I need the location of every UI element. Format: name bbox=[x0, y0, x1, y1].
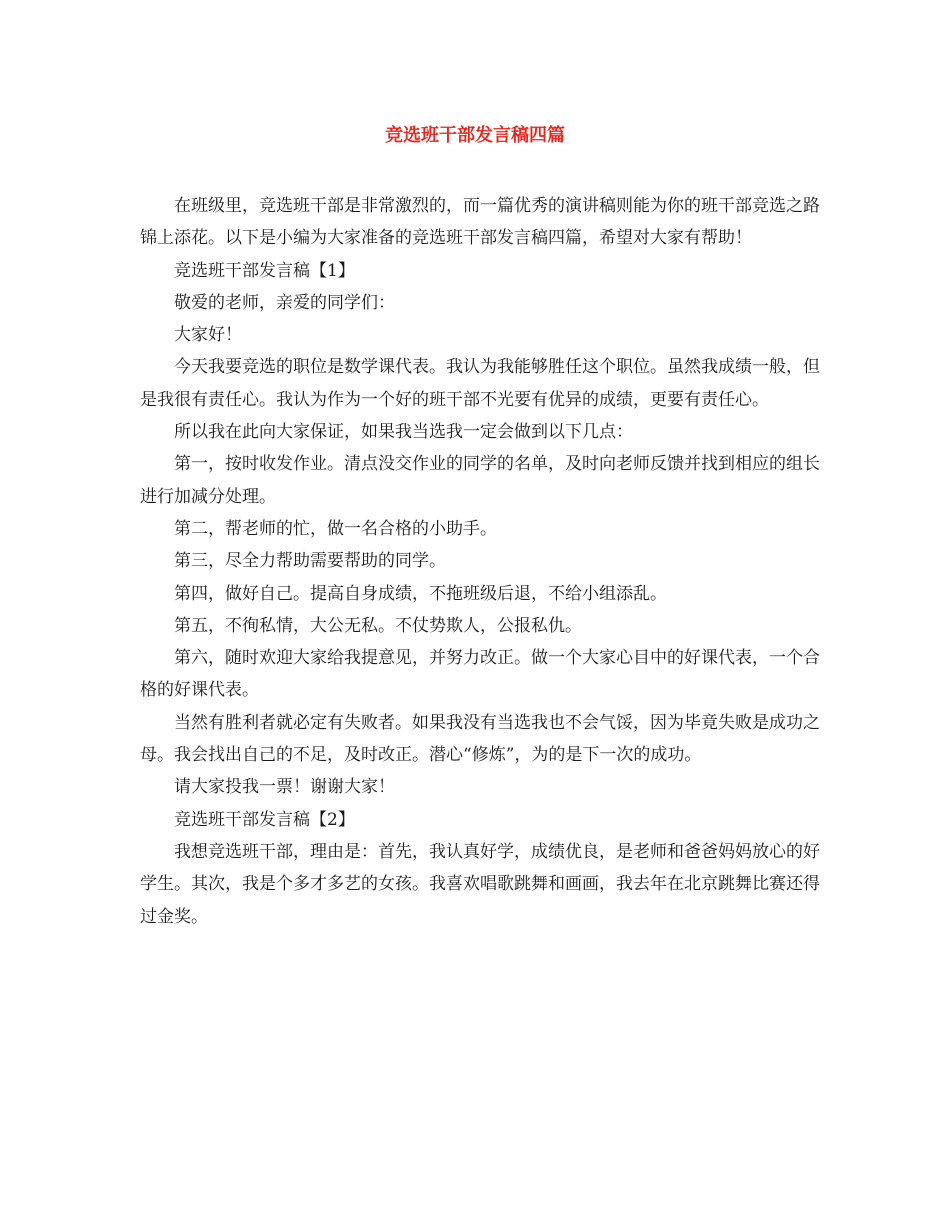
list-item-4: 第四，做好自己。提高自身成绩，不拖班级后退，不给小组添乱。 bbox=[174, 583, 667, 604]
section-heading-1: 竞选班干部发言稿【1】 bbox=[174, 260, 355, 281]
body-paragraph: 所以我在此向大家保证，如果我当选我一定会做到以下几点： bbox=[174, 422, 633, 443]
body-paragraph: 今天我要竞选的职位是数学课代表。我认为我能够胜任这个职位。虽然我成绩一般，但是我很有责任心。我认为作为一个好的班干部不光要有优异的成绩，更要有责任心。 bbox=[140, 357, 820, 410]
document-title: 竞选班干部发言稿四篇 bbox=[385, 125, 565, 146]
section-heading-2: 竞选班干部发言稿【2】 bbox=[174, 809, 355, 830]
list-item-6: 第六，随时欢迎大家给我提意见，并努力改正。做一个大家心目中的好课代表，一个合格的好课代表。 bbox=[140, 648, 820, 701]
list-item-3: 第三，尽全力帮助需要帮助的同学。 bbox=[174, 551, 446, 572]
body-paragraph: 我想竞选班干部，理由是：首先，我认真好学，成绩优良，是老师和爸爸妈妈放心的好学生。其次，我是个多才多艺的女孩。我喜欢唱歌跳舞和画画，我去年在北京跳舞比赛还得过金奖。 bbox=[140, 841, 820, 927]
list-item-5: 第五，不徇私情，大公无私。不仗势欺人，公报私仇。 bbox=[174, 615, 582, 636]
salutation: 敬爱的老师，亲爱的同学们： bbox=[174, 292, 395, 313]
closing-line: 请大家投我一票！谢谢大家！ bbox=[174, 777, 395, 798]
body-paragraph: 当然有胜利者就必定有失败者。如果我没有当选我也不会气馁，因为毕竟失败是成功之母。我会找出自己的不足，及时改正。潜心“修炼”，为的是下一次的成功。 bbox=[140, 712, 820, 766]
intro-paragraph: 在班级里，竞选班干部是非常激烈的，而一篇优秀的演讲稿则能为你的班干部竞选之路锦上添花。以下是小编为大家准备的竞选班干部发言稿四篇，希望对大家有帮助！ bbox=[140, 196, 820, 249]
list-item-1: 第一，按时收发作业。清点没交作业的同学的名单，及时向老师反馈并找到相应的组长进行加减分处理。 bbox=[140, 454, 820, 507]
list-item-2: 第二，帮老师的忙，做一名合格的小助手。 bbox=[174, 518, 497, 539]
greeting: 大家好！ bbox=[174, 325, 242, 346]
document-body bbox=[140, 190, 820, 933]
